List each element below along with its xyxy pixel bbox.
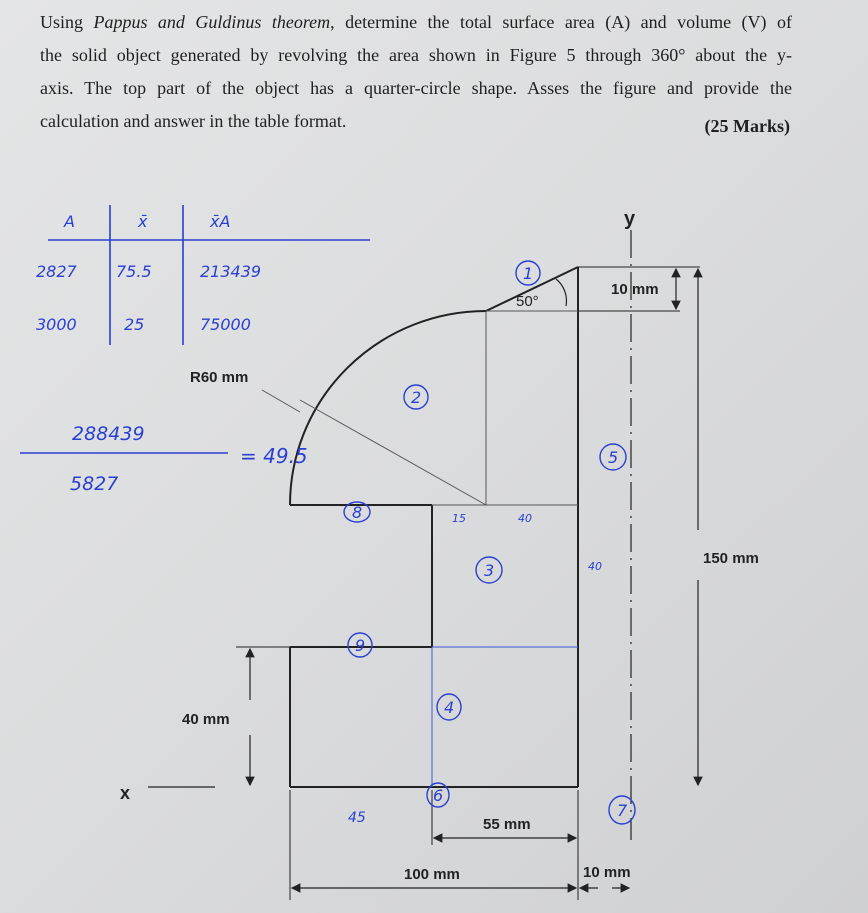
handwritten-fraction <box>20 423 308 495</box>
hw-r2-x: 25 <box>124 315 145 334</box>
angle-arc <box>556 279 566 306</box>
handwritten-notes <box>348 512 602 826</box>
dim-55mm: 55 mm <box>483 816 531 833</box>
note-40b: 40 <box>588 560 602 573</box>
region-2: 2 <box>411 388 422 407</box>
x-axis-label: x <box>120 783 131 803</box>
region-3: 3 <box>484 561 495 580</box>
dim-150mm: 150 mm <box>703 550 759 567</box>
note-15: 15 <box>452 512 466 525</box>
blue-division-lines <box>432 647 578 787</box>
region-1: 1 <box>523 264 534 283</box>
region-number-labels <box>352 264 628 820</box>
region-5: 5 <box>608 448 619 467</box>
handwritten-table <box>36 205 370 345</box>
hw-r2-a: 3000 <box>36 315 77 334</box>
note-45: 45 <box>348 810 366 826</box>
shape-outline <box>290 267 578 787</box>
dim-10mm-top: 10 mm <box>611 281 659 298</box>
region-6: 6 <box>433 786 444 805</box>
question-line-4: calculation and answer in the table format. <box>40 111 347 131</box>
hw-r1-x: 75.5 <box>116 262 152 281</box>
region-numbers <box>344 261 635 824</box>
radius-label: R60 mm <box>190 369 249 386</box>
y-axis-label: y <box>624 208 636 230</box>
hw-header-xbar: x̄ <box>138 212 148 231</box>
hw-header-a: A <box>64 212 75 231</box>
marks-label: (25 Marks) <box>704 116 790 136</box>
note-40a: 40 <box>518 512 532 525</box>
region-4: 4 <box>444 698 455 717</box>
hw-result: = 49.5 <box>240 444 308 468</box>
hw-r1-xa: 213439 <box>200 262 262 281</box>
hw-denominator: 5827 <box>70 473 119 495</box>
hw-numerator: 288439 <box>72 423 145 445</box>
hw-r2-xa: 75000 <box>200 315 251 334</box>
region-8: 8 <box>352 503 363 522</box>
question-line-1: Using Pappus and Guldinus theorem, determine the total surface area (A) and volume (V) of <box>40 12 792 32</box>
angle-label: 50° <box>516 293 539 310</box>
hw-r1-a: 2827 <box>36 262 77 281</box>
dim-100mm: 100 mm <box>404 866 460 883</box>
question-line-3: axis. The top part of the object has a quarter-circle shape. Asses the figure and provide the <box>40 78 792 98</box>
region-7: 7 <box>617 801 628 820</box>
dim-10mm-bottom: 10 mm <box>583 864 631 881</box>
question-line-2: the solid object generated by revolving the area shown in Figure 5 through 360° about the y- <box>40 45 792 65</box>
region-9: 9 <box>355 636 366 655</box>
dim-40mm: 40 mm <box>182 711 230 728</box>
hw-header-xbar-a: x̄A <box>210 212 231 231</box>
